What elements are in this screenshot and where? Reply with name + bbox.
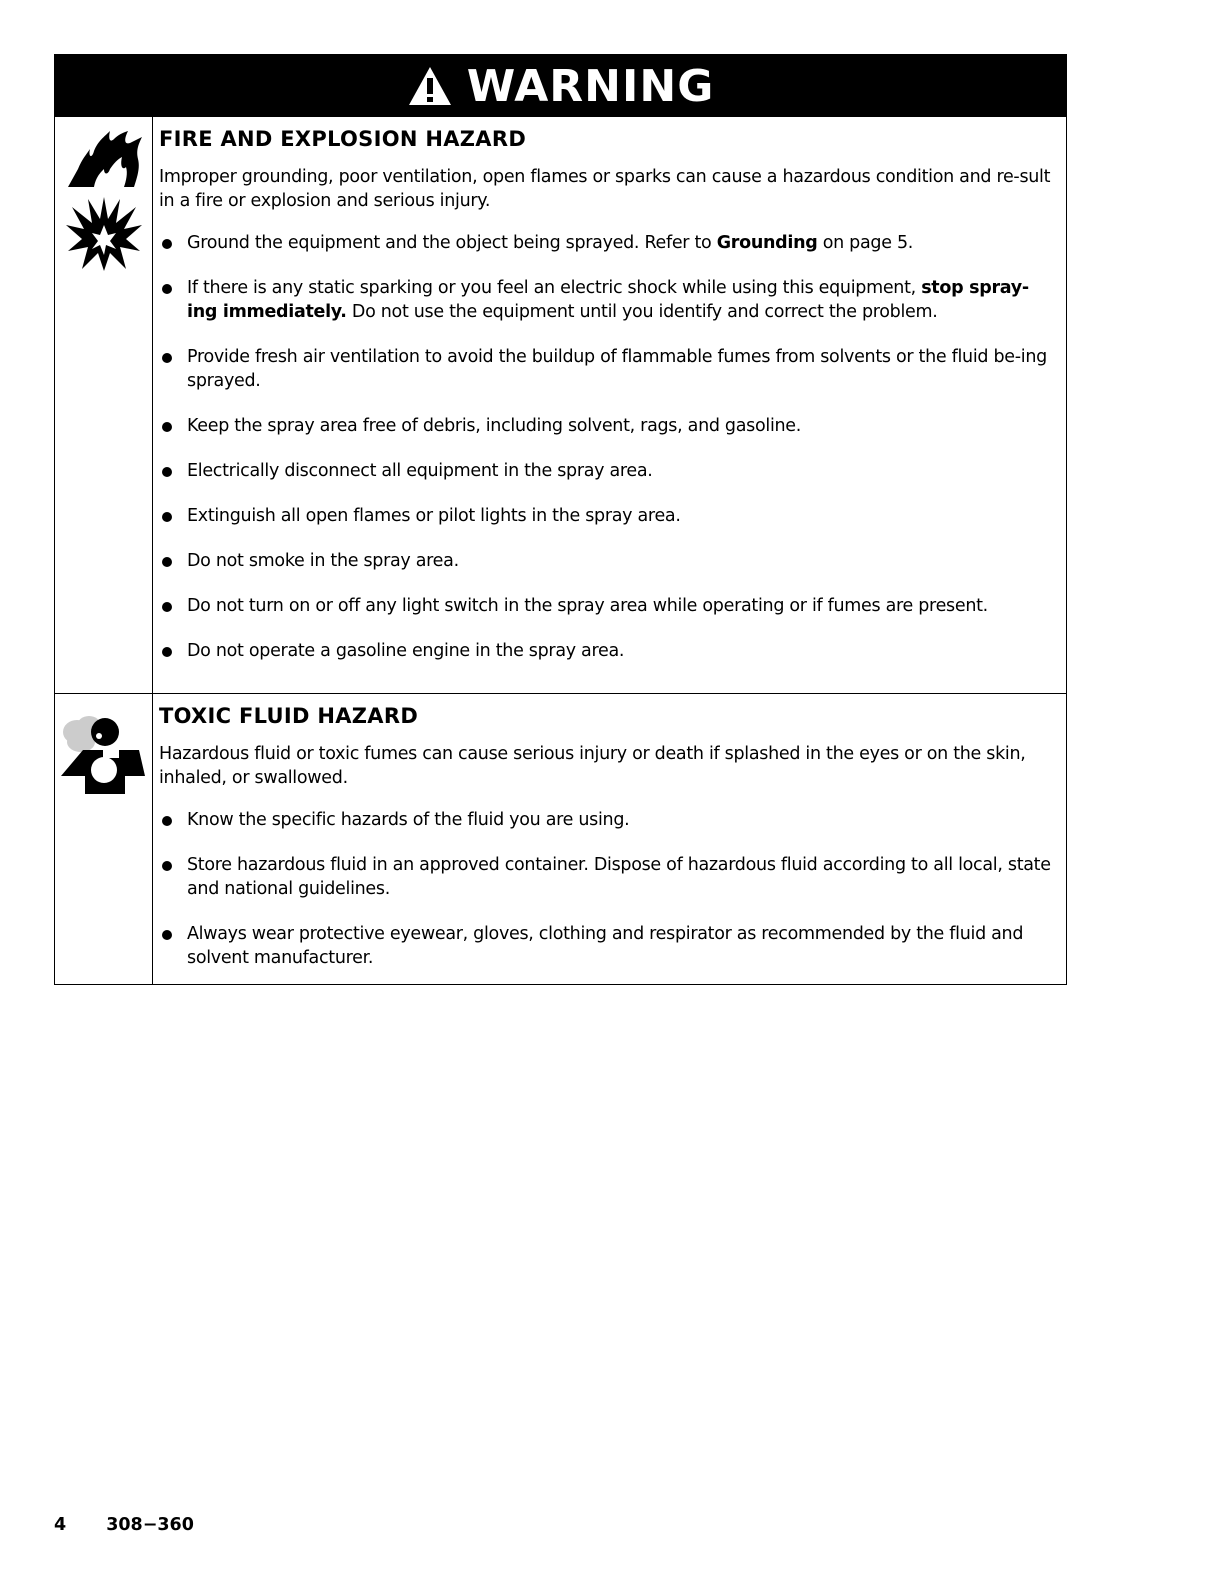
toxic-text-cell (153, 694, 1066, 984)
list-item: Extinguish all open flames or pilot lights in the spray area. (159, 504, 1052, 528)
toxic-hazard-intro: Hazardous fluid or toxic fumes can cause serious injury or death if splashed in the eyes or on the skin, inhaled, or swallowed. (159, 744, 1026, 788)
fire-hazard-row (55, 117, 1066, 693)
grounding-reference: Grounding (716, 233, 818, 253)
bullet-text: on page 5. (817, 233, 914, 253)
flame-icon (64, 129, 144, 189)
document-number: 308−360 (106, 1515, 194, 1535)
fire-hazard-title: FIRE AND EXPLOSION HAZARD (159, 127, 527, 151)
list-item (159, 231, 1052, 255)
list-item (159, 276, 1052, 324)
toxic-fumes-person-icon (59, 710, 149, 794)
warning-table (54, 54, 1067, 985)
toxic-hazard-row (55, 693, 1066, 984)
list-item: Do not smoke in the spray area. (159, 549, 1052, 573)
list-item: Do not operate a gasoline engine in the spray area. (159, 639, 1052, 663)
toxic-icon-cell (55, 694, 153, 984)
fire-hazard-list (159, 231, 1052, 663)
bullet-text: If there is any static sparking or you feel an electric shock while using this equipment, (187, 278, 922, 298)
bullet-text: Ground the equipment and the object being sprayed. Refer to (187, 233, 717, 253)
fire-icon-cell (55, 117, 153, 693)
list-item: Store hazardous fluid in an approved container. Dispose of hazardous fluid according to all local, state and national guidelines. (159, 853, 1052, 901)
list-item: Electrically disconnect all equipment in the spray area. (159, 459, 1052, 483)
warning-triangle-icon (407, 65, 453, 107)
page-footer (54, 1515, 194, 1535)
toxic-hazard-title: TOXIC FLUID HAZARD (159, 704, 419, 728)
warning-title: WARNING (466, 60, 715, 112)
list-item: Do not turn on or off any light switch in the spray area while operating or if fumes are present. (159, 594, 1052, 618)
list-item: Keep the spray area free of debris, including solvent, rags, and gasoline. (159, 414, 1052, 438)
fire-text-cell (153, 117, 1066, 693)
page-number: 4 (54, 1515, 67, 1535)
warning-header (55, 55, 1066, 117)
toxic-hazard-list (159, 808, 1052, 970)
list-item: Always wear protective eyewear, gloves, clothing and respirator as recommended by the fluid and solvent manufacturer. (159, 922, 1052, 970)
bullet-text: Do not use the equipment until you identify and correct the problem. (346, 302, 938, 322)
emphasis-text: stop spray-ing immediately. (187, 278, 1029, 322)
list-item: Provide fresh air ventilation to avoid the buildup of flammable fumes from solvents or the fluid be-ing sprayed. (159, 345, 1052, 393)
fire-hazard-intro: Improper grounding, poor ventilation, open flames or sparks can cause a hazardous condition and re-sult in a fire or explosion and serious injury. (159, 167, 1051, 211)
explosion-icon (64, 195, 144, 273)
list-item: Know the specific hazards of the fluid you are using. (159, 808, 1052, 832)
